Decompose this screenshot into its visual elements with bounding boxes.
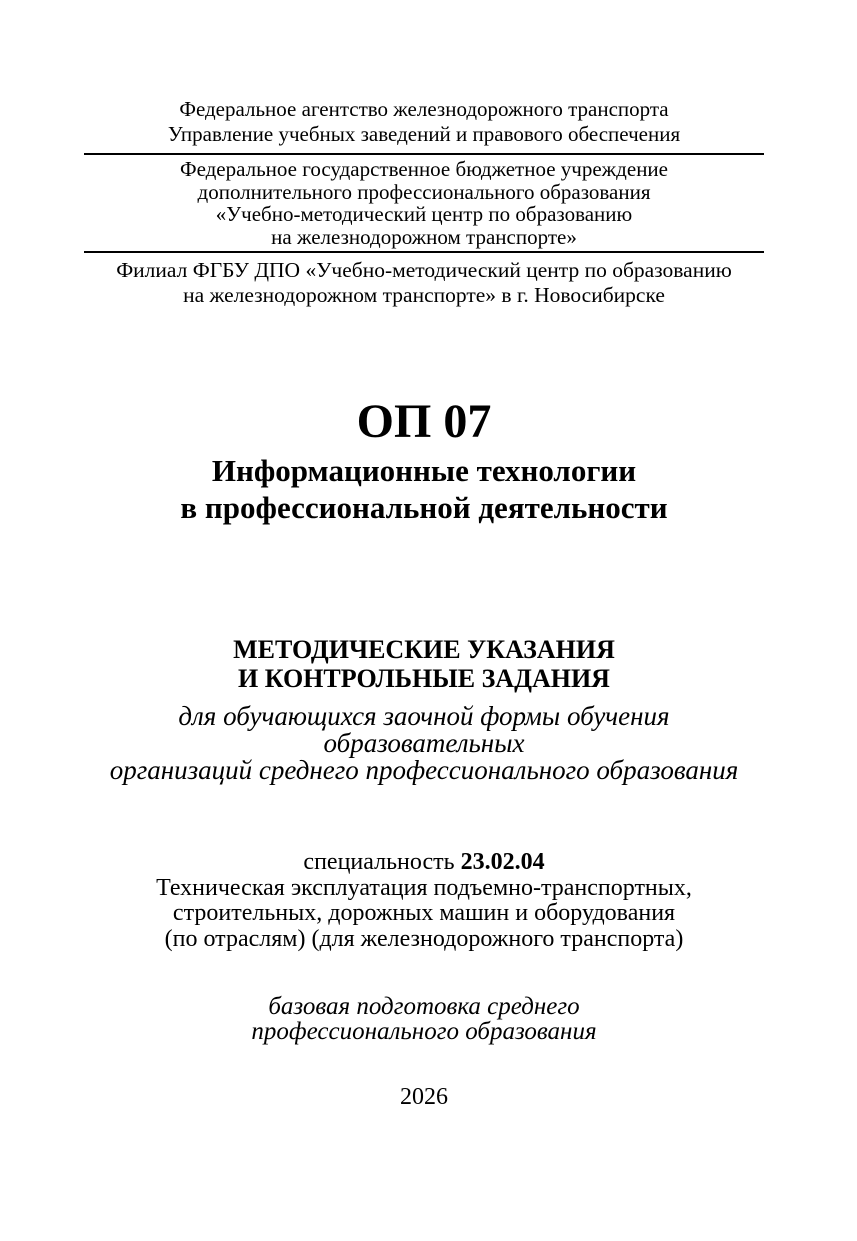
specialty-code-line [84, 850, 764, 876]
institution-line: на железнодорожном транспорте» [271, 224, 577, 249]
branch-block [84, 258, 764, 308]
training-level-line: профессионального образования [251, 1018, 597, 1045]
publication-year: 2026 [400, 1084, 448, 1110]
branch-line: Филиал ФГБУ ДПО «Учебно-методический центр по образованию [116, 258, 732, 282]
specialty-code: 23.02.04 [460, 849, 545, 875]
specialty-name-line: Техническая эксплуатация подъемно-транспортных, [156, 874, 692, 901]
divider-line-bottom [84, 251, 764, 253]
institution-block [84, 158, 764, 248]
document-type-heading [84, 635, 764, 693]
course-title-line: Информационные технологии [211, 453, 637, 488]
agency-line: Управление учебных заведений и правового обеспечения [167, 122, 681, 146]
audience-block [84, 703, 764, 784]
audience-line: организаций среднего профессионального образования [109, 755, 739, 785]
course-code-title: ОП 07 [356, 395, 492, 448]
specialty-name-line: строительных, дорожных машин и оборудования [172, 900, 676, 926]
branch-line: на железнодорожном транспорте» в г. Новосибирске [183, 283, 665, 307]
audience-line: для обучающихся заочной формы обучения образовательных [178, 701, 670, 758]
training-level-line: базовая подготовка среднего [268, 993, 580, 1020]
training-level-block [84, 994, 764, 1044]
agency-line: Федеральное агентство железнодорожного транспорта [179, 97, 669, 121]
institution-line: дополнительного профессионального образования [197, 179, 651, 204]
course-title [84, 452, 764, 526]
institution-line: «Учебно-методический центр по образованию [215, 202, 633, 226]
document-type-line: И КОНТРОЛЬНЫЕ ЗАДАНИЯ [238, 664, 610, 693]
divider-line-top [84, 153, 764, 155]
course-title-line: в профессиональной деятельности [180, 490, 668, 525]
specialty-block [84, 850, 764, 952]
specialty-label: специальность [303, 849, 461, 875]
institution-line: Федеральное государственное бюджетное учреждение [179, 157, 668, 181]
document-type-line: МЕТОДИЧЕСКИЕ УКАЗАНИЯ [233, 635, 615, 664]
agency-block [84, 97, 764, 147]
specialty-name-line: (по отраслям) (для железнодорожного транспорта) [164, 925, 684, 952]
